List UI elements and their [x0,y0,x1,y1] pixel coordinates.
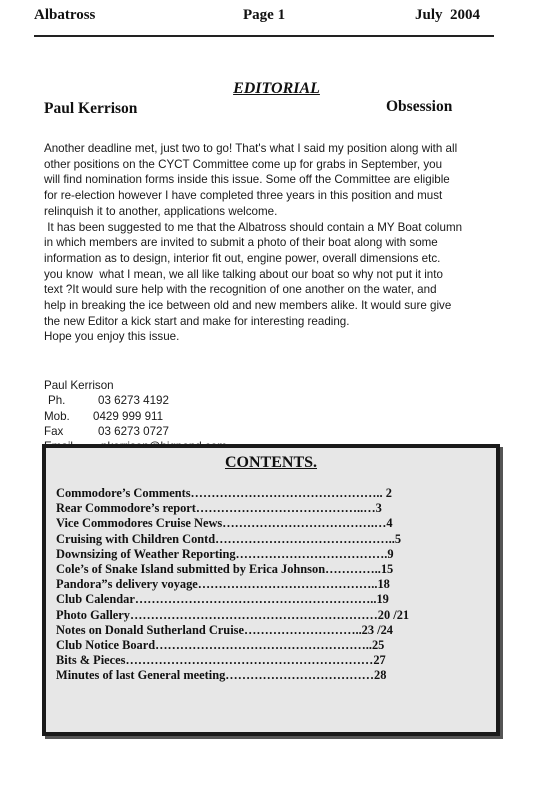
editorial-author: Paul Kerrison [44,100,138,117]
body-line: information as to design, interior fit out, engine power, overall dimensions etc. [44,251,441,265]
body-line: other positions on the CYCT Committee come up for grabs in September, you [44,157,443,171]
editorial-heading: Obsession [386,98,453,115]
contents-item: Club Notice Board……………………………………………..25 [56,638,385,653]
body-line: you know what I mean, we all like talking about our boat so why not put it into [44,267,443,281]
contents-item: Bits & Pieces……………………………………………………27 [56,653,386,668]
contents-item: Photo Gallery……………………………………………………20 /21 [56,607,410,622]
body-line: text ?It would sure help with the recognition of one another on the water, and [44,283,437,297]
body-line: for re-election however I have completed three years in this position and must [44,189,443,203]
contents-item: Rear Commodore’s report…………………………………..…3 [56,501,382,516]
body-line: Hope you enjoy this issue. [44,330,180,344]
editorial-body [44,141,514,345]
contents-title: CONTENTS. [224,454,318,471]
body-line: Another deadline met, just two to go! That's what I said my position along with all [44,142,458,155]
fax-value: 03 6273 0727 [98,424,169,438]
body-line: the new Editor a kick start and make for interesting reading. [44,314,350,328]
body-line: will find nomination forms inside this issue. Some off the Committee are eligible [44,173,450,187]
contents-item: Pandora”s delivery voyage……………………………………..18 [56,577,390,592]
contents-item: Downsizing of Weather Reporting……………………………….9 [56,546,394,561]
contents-item: Notes on Donald Sutherland Cruise………………………..23 /24 [56,622,393,637]
contents-item: Cole’s of Snake Island submitted by Erica Johnson…………..15 [56,562,394,577]
body-line: It has been suggested to me that the Albatross should contain a MY Boat column [44,220,463,234]
body-line: in which members are invited to submit a photo of their boat along with some [44,236,438,250]
page-header [34,7,496,27]
body-line: relinquish it to another, applications welcome. [44,204,278,218]
body-line: help in breaking the ice between old and new members alike. It would sure give [44,299,452,313]
page-number: Page 1 [243,7,286,23]
mobile-label: Mob. [44,409,70,423]
mobile-value: 0429 999 911 [93,409,164,423]
header-divider [34,35,494,37]
contents-item: Club Calendar…………………………………………………..19 [56,592,389,607]
editorial-title: EDITORIAL [233,80,320,97]
contents-box [42,444,500,736]
issue-date: July 2004 [414,7,480,23]
phone-label: Ph. [48,394,66,408]
newsletter-name: Albatross [34,7,96,23]
contents-item: Vice Commodores Cruise News……………………………….…4 [56,516,393,531]
contents-item: Commodore’s Comments……………………………………….. 2 [56,486,392,500]
contents-list [56,486,496,684]
contents-item: Minutes of last General meeting………………………………28 [56,668,387,683]
phone-value: 03 6273 4192 [98,394,169,408]
fax-label: Fax [44,424,64,438]
signature-name: Paul Kerrison [44,379,114,392]
contents-item: Cruising with Children Contd……………………………………..5 [56,531,402,546]
